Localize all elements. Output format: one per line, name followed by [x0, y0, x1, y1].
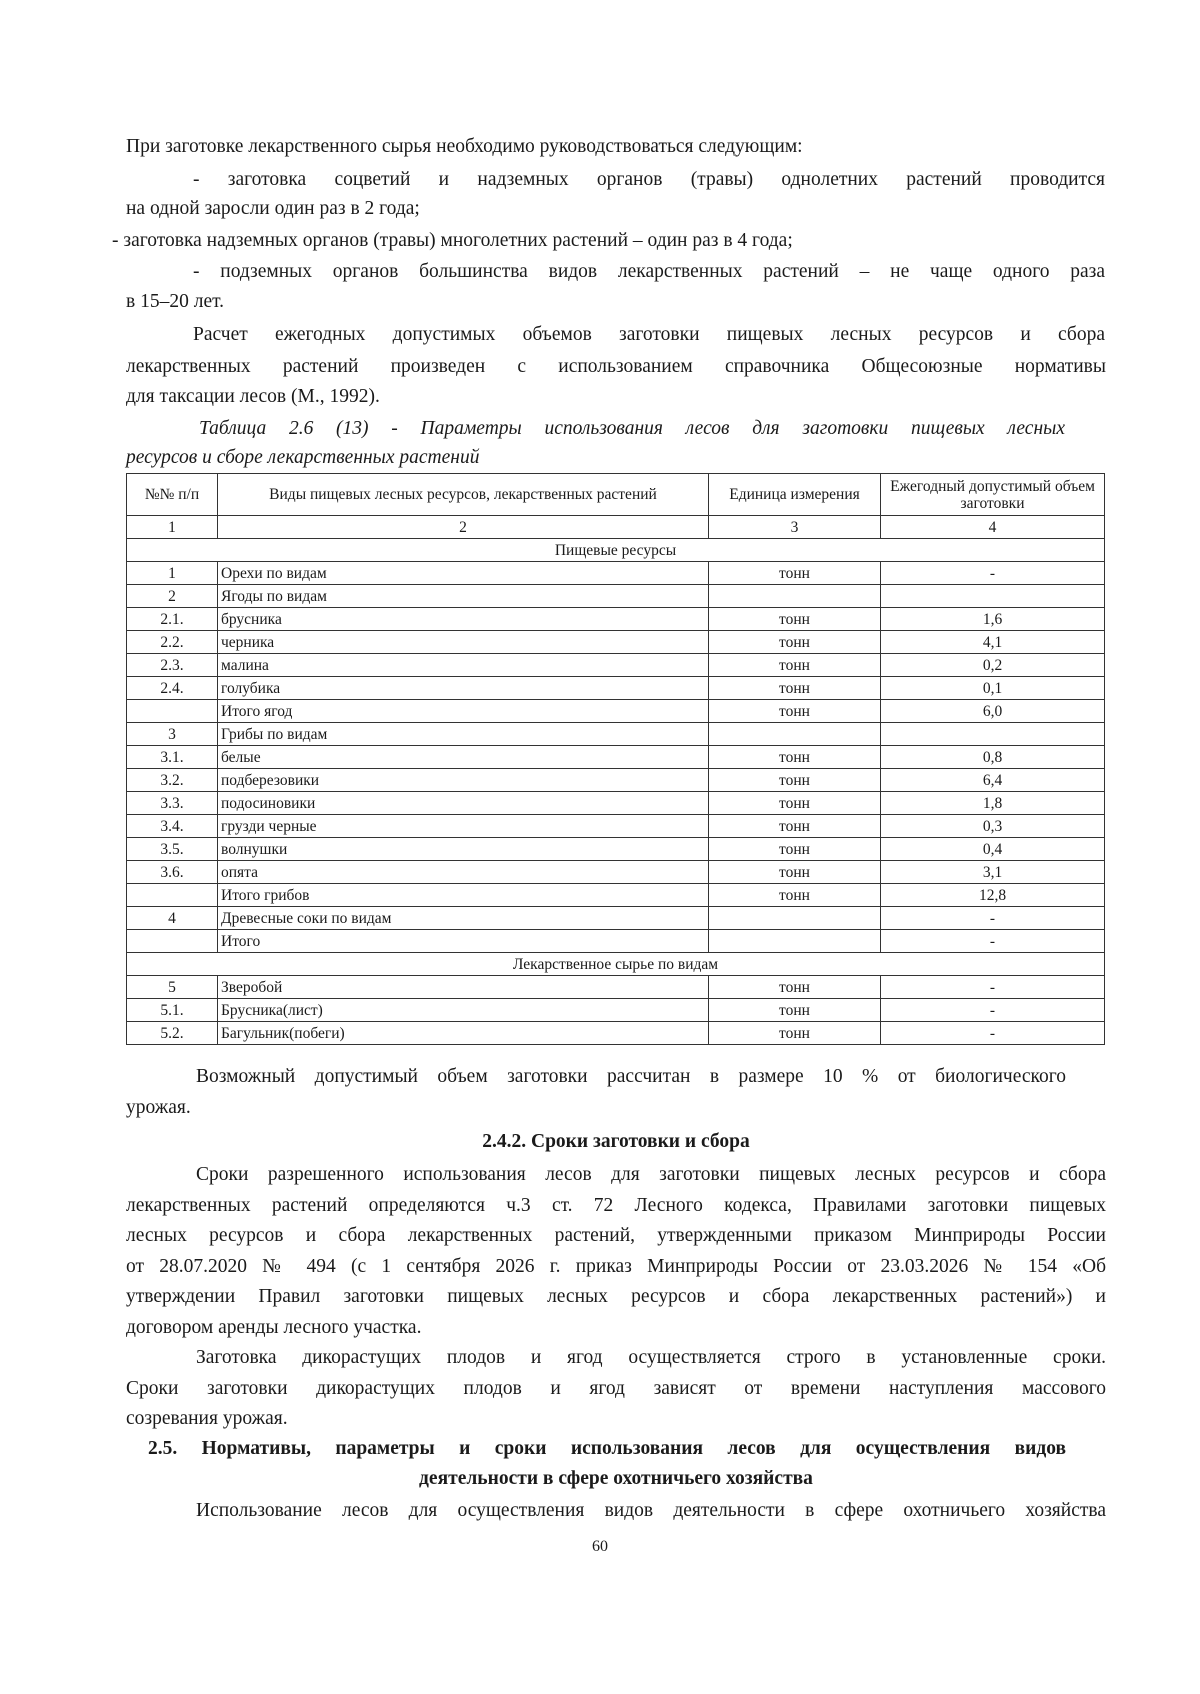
paragraph-line: Заготовка дикорастущих плодов и ягод осуществляется строго в установленные сроки.	[196, 1347, 1106, 1368]
row-volume: 0,2	[881, 654, 1105, 677]
row-resource-name: Орехи по видам	[218, 562, 709, 585]
row-volume: 4,1	[881, 631, 1105, 654]
row-number: 3.5.	[127, 838, 218, 861]
row-volume	[881, 585, 1105, 608]
table-row	[127, 746, 1105, 769]
row-volume: -	[881, 930, 1105, 953]
header-annual-volume: Ежегодный допустимый объем заготовки	[881, 474, 1105, 516]
paragraph-line: лекарственных растений определяются ч.3 ст. 72 Лесного кодекса, Правилами заготовки пищевых	[126, 1194, 1106, 1216]
row-volume: 0,3	[881, 815, 1105, 838]
paragraph-line: договором аренды лесного участка.	[126, 1317, 422, 1338]
row-volume: 0,4	[881, 838, 1105, 861]
row-unit: тонн	[709, 792, 881, 815]
row-number: 3.3.	[127, 792, 218, 815]
rule-2: - заготовка надземных органов (травы) многолетних растений – один раз в 4 года;	[112, 230, 793, 251]
table-row	[127, 631, 1105, 654]
calc-line-1: Расчет ежегодных допустимых объемов заготовки пищевых лесных ресурсов и сбора	[193, 324, 1105, 345]
table-row	[127, 907, 1105, 930]
table-row	[127, 815, 1105, 838]
heading-2-4-2: 2.4.2. Сроки заготовки и сбора	[482, 1131, 750, 1152]
section-medicinal-resources: Лекарственное сырье по видам	[127, 953, 1105, 976]
row-resource-name: Брусника(лист)	[218, 999, 709, 1022]
row-number: 3.2.	[127, 769, 218, 792]
paragraph-line: лесных ресурсов и сбора лекарственных растений, утвержденными приказом Минприроды России	[126, 1225, 1106, 1247]
rule-3-line-1: - подземных органов большинства видов лекарственных растений – не чаще одного раза	[193, 261, 1105, 282]
row-number: 3.6.	[127, 861, 218, 884]
paragraph-line: созревания урожая.	[126, 1408, 288, 1430]
row-resource-name: белые	[218, 746, 709, 769]
row-unit: тонн	[709, 884, 881, 907]
paragraph-line: от 28.07.2020 № 494 (с 1 сентября 2026 г. приказ Минприроды России от 23.03.2026 № 154 «Об	[126, 1255, 1106, 1277]
table-row	[127, 999, 1105, 1022]
row-unit: тонн	[709, 976, 881, 999]
row-resource-name: Грибы по видам	[218, 723, 709, 746]
table-row	[127, 930, 1105, 953]
row-volume: -	[881, 562, 1105, 585]
row-number: 5	[127, 976, 218, 999]
table-row	[127, 677, 1105, 700]
row-number: 3.1.	[127, 746, 218, 769]
row-unit	[709, 585, 881, 608]
row-resource-name: подосиновики	[218, 792, 709, 815]
row-volume: 0,8	[881, 746, 1105, 769]
row-number: 2.1.	[127, 608, 218, 631]
col-number-2: 2	[218, 516, 709, 539]
table-caption-line-1: Таблица 2.6 (13) - Параметры использования лесов для заготовки пищевых лесных	[199, 418, 1065, 439]
row-unit: тонн	[709, 769, 881, 792]
row-resource-name: Ягоды по видам	[218, 585, 709, 608]
paragraph-line: Сроки заготовки дикорастущих плодов и ягод зависят от времени наступления массового	[126, 1377, 1106, 1399]
row-volume: -	[881, 1022, 1105, 1045]
row-unit: тонн	[709, 631, 881, 654]
paragraph-line: Сроки разрешенного использования лесов для заготовки пищевых лесных ресурсов и сбора	[196, 1164, 1106, 1185]
row-number: 2.2.	[127, 631, 218, 654]
rule-1-line-2: на одной заросли один раз в 2 года;	[126, 198, 420, 219]
row-resource-name: брусника	[218, 608, 709, 631]
heading-2-5-line-1: 2.5. Нормативы, параметры и сроки использования лесов для осуществления видов	[148, 1438, 1066, 1459]
row-number: 5.2.	[127, 1022, 218, 1045]
table-row	[127, 700, 1105, 723]
row-volume: 1,6	[881, 608, 1105, 631]
row-number: 3	[127, 723, 218, 746]
row-unit: тонн	[709, 677, 881, 700]
row-volume: 6,0	[881, 700, 1105, 723]
row-number: 5.1.	[127, 999, 218, 1022]
row-number	[127, 700, 218, 723]
table-row	[127, 723, 1105, 746]
heading-2-5-line-2: деятельности в сфере охотничьего хозяйства	[419, 1468, 813, 1489]
table-row	[127, 654, 1105, 677]
table-row	[127, 976, 1105, 999]
section-food-resources: Пищевые ресурсы	[127, 539, 1105, 562]
row-unit: тонн	[709, 654, 881, 677]
table-row	[127, 769, 1105, 792]
calc-line-2: лекарственных растений произведен с использованием справочника Общесоюзные нормативы	[126, 356, 1106, 377]
row-number: 4	[127, 907, 218, 930]
row-volume: 0,1	[881, 677, 1105, 700]
row-resource-name: опята	[218, 861, 709, 884]
row-number: 2.3.	[127, 654, 218, 677]
row-resource-name: Древесные соки по видам	[218, 907, 709, 930]
table-row	[127, 838, 1105, 861]
table-row	[127, 562, 1105, 585]
row-unit: тонн	[709, 700, 881, 723]
row-number	[127, 930, 218, 953]
row-number: 1	[127, 562, 218, 585]
page-number: 60	[592, 1538, 608, 1555]
row-volume	[881, 723, 1105, 746]
row-volume: 1,8	[881, 792, 1105, 815]
row-unit: тонн	[709, 815, 881, 838]
table-row	[127, 884, 1105, 907]
col-number-3: 3	[709, 516, 881, 539]
row-unit	[709, 907, 881, 930]
after-table-line-1: Возможный допустимый объем заготовки рассчитан в размере 10 % от биологического	[196, 1066, 1066, 1087]
resources-table	[126, 473, 1105, 1045]
row-resource-name: Багульник(побеги)	[218, 1022, 709, 1045]
row-resource-name: Итого грибов	[218, 884, 709, 907]
rule-3-line-2: в 15–20 лет.	[126, 291, 225, 312]
row-volume: 12,8	[881, 884, 1105, 907]
header-unit: Единица измерения	[709, 474, 881, 516]
row-resource-name: Итого ягод	[218, 700, 709, 723]
header-resource-type: Виды пищевых лесных ресурсов, лекарственных растений	[218, 474, 709, 516]
intro-lead: При заготовке лекарственного сырья необходимо руководствоваться следующим:	[126, 136, 803, 157]
row-number: 3.4.	[127, 815, 218, 838]
row-volume: -	[881, 999, 1105, 1022]
row-volume: -	[881, 907, 1105, 930]
row-resource-name: малина	[218, 654, 709, 677]
row-volume: 6,4	[881, 769, 1105, 792]
col-number-4: 4	[881, 516, 1105, 539]
table-row	[127, 861, 1105, 884]
row-resource-name: волнушки	[218, 838, 709, 861]
row-unit: тонн	[709, 1022, 881, 1045]
row-resource-name: грузди черные	[218, 815, 709, 838]
row-unit	[709, 723, 881, 746]
row-volume: -	[881, 976, 1105, 999]
row-unit: тонн	[709, 861, 881, 884]
row-resource-name: Зверобой	[218, 976, 709, 999]
row-volume: 3,1	[881, 861, 1105, 884]
table-row	[127, 608, 1105, 631]
table-row	[127, 1022, 1105, 1045]
row-resource-name: черника	[218, 631, 709, 654]
row-unit	[709, 930, 881, 953]
rule-1-line-1: - заготовка соцветий и надземных органов (травы) однолетних растений проводится	[193, 169, 1105, 190]
table-row	[127, 585, 1105, 608]
row-unit: тонн	[709, 562, 881, 585]
row-number	[127, 884, 218, 907]
calc-line-3: для таксации лесов (М., 1992).	[126, 386, 380, 407]
row-unit: тонн	[709, 608, 881, 631]
col-number-1: 1	[127, 516, 218, 539]
row-unit: тонн	[709, 999, 881, 1022]
row-number: 2.4.	[127, 677, 218, 700]
row-number: 2	[127, 585, 218, 608]
table-row	[127, 792, 1105, 815]
after-table-line-2: урожая.	[126, 1097, 191, 1118]
row-resource-name: голубика	[218, 677, 709, 700]
table-caption-line-2: ресурсов и сборе лекарственных растений	[126, 447, 480, 468]
section-2-5-lead: Использование лесов для осуществления видов деятельности в сфере охотничьего хозяйства	[196, 1500, 1106, 1521]
paragraph-line: утверждении Правил заготовки пищевых лесных ресурсов и сбора лекарственных растений») и	[126, 1286, 1106, 1308]
row-resource-name: подберезовики	[218, 769, 709, 792]
header-number: №№ п/п	[127, 474, 218, 516]
row-unit: тонн	[709, 838, 881, 861]
row-unit: тонн	[709, 746, 881, 769]
row-resource-name: Итого	[218, 930, 709, 953]
